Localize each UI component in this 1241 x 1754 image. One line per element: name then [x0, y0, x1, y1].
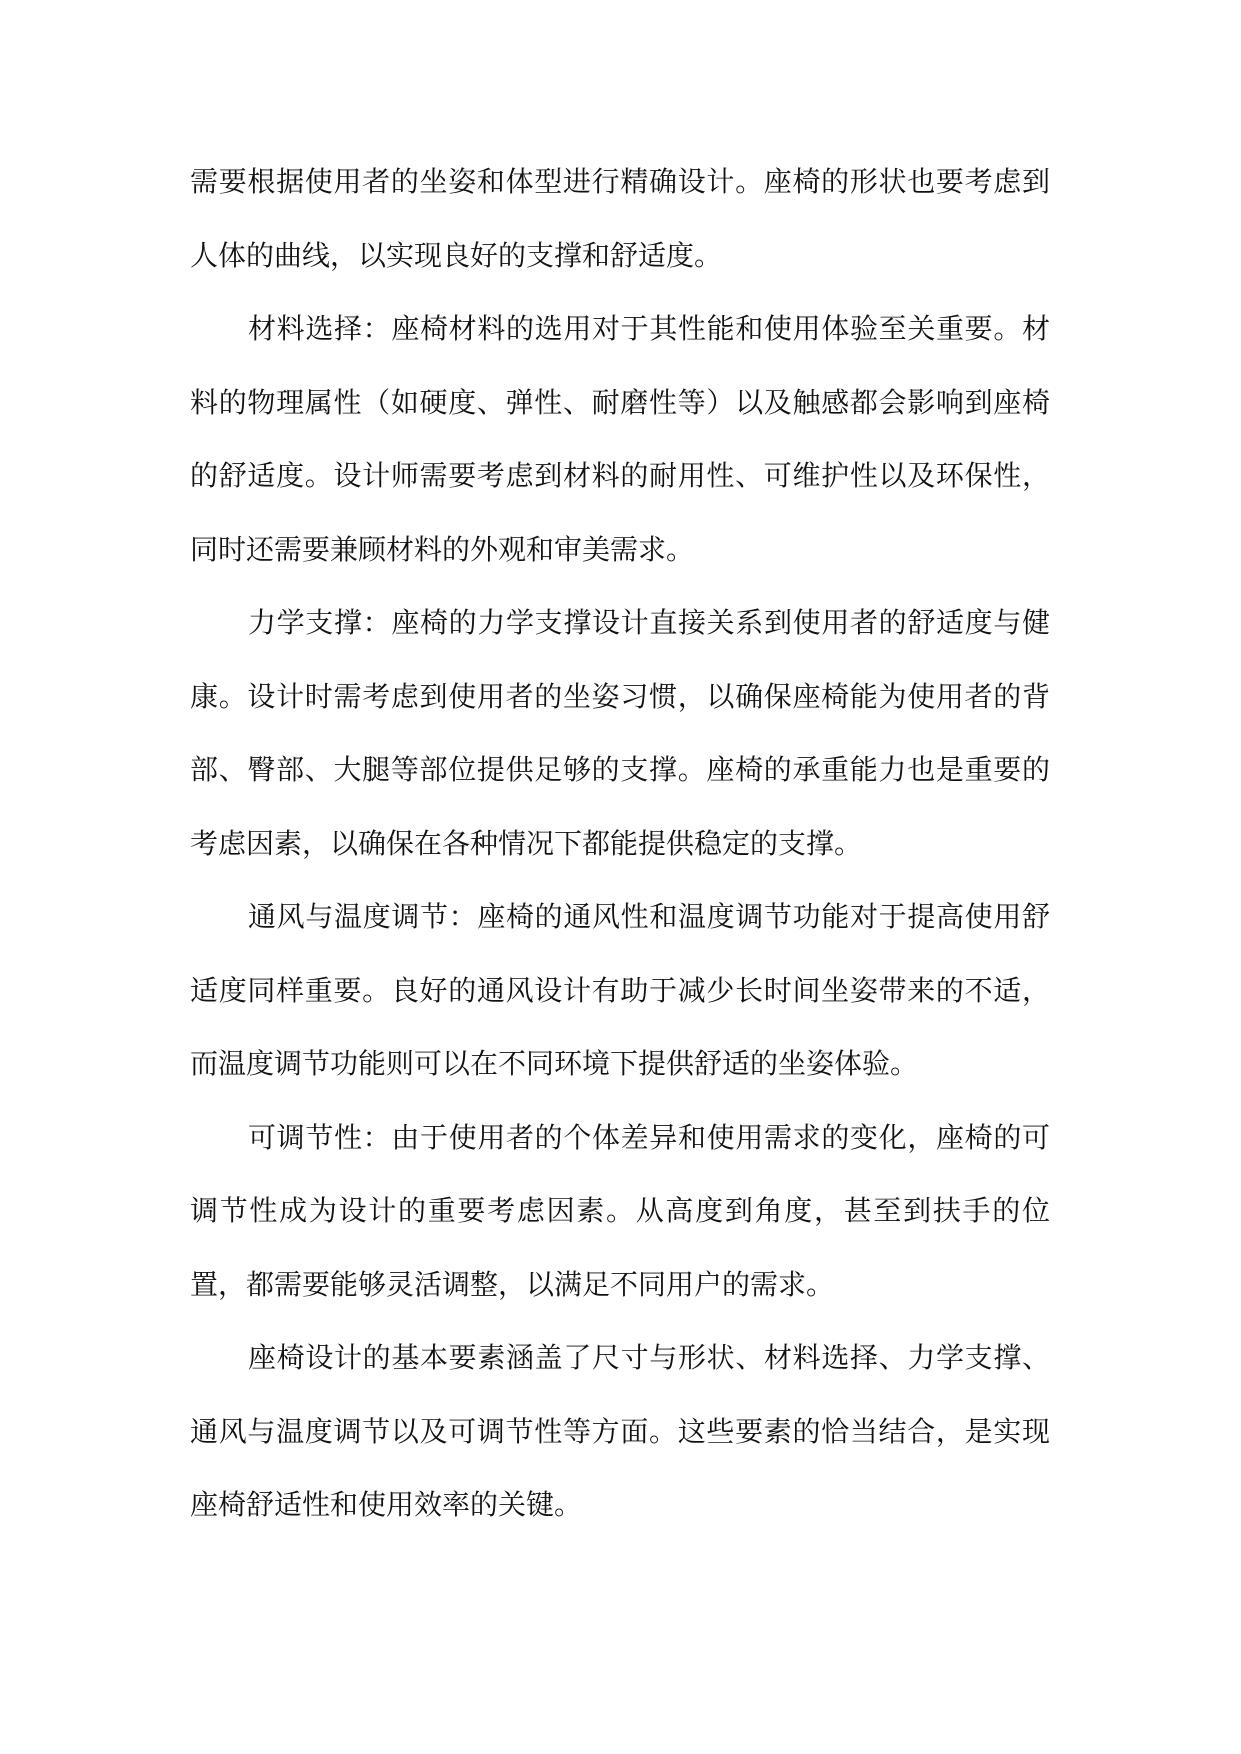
- paragraph-summary: 座椅设计的基本要素涵盖了尺寸与形状、材料选择、力学支撑、通风与温度调节以及可调节性等方面。这些要素的恰当结合，是实现座椅舒适性和使用效率的关键。: [190, 1341, 1050, 1521]
- paragraph-adjustability: 可调节性：由于使用者的个体差异和使用需求的变化，座椅的可调节性成为设计的重要考虑因素。从高度到角度，甚至到扶手的位置，都需要能够灵活调整，以满足不同用户的需求。: [190, 1120, 1050, 1301]
- body-text: [190, 145, 1050, 1542]
- paragraph-ventilation-temperature: 通风与温度调节：座椅的通风性和温度调节功能对于提高使用舒适度同样重要。良好的通风设计有助于减少长时间坐姿带来的不适，而温度调节功能则可以在不同环境下提供舒适的坐姿体验。: [190, 900, 1050, 1080]
- paragraph-continued: 需要根据使用者的坐姿和体型进行精确设计。座椅的形状也要考虑到人体的曲线，以实现良好的支撑和舒适度。: [190, 165, 1050, 272]
- paragraph-mechanical-support: 力学支撑：座椅的力学支撑设计直接关系到使用者的舒适度与健康。设计时需考虑到使用者的坐姿习惯，以确保座椅能为使用者的背部、臀部、大腿等部位提供足够的支撑。座椅的承重能力也是重要的考虑因素，以确保在各种情况下都能提供稳定的支撑。: [190, 606, 1050, 860]
- paragraph-material-selection: 材料选择：座椅材料的选用对于其性能和使用体验至关重要。材料的物理属性（如硬度、弹性、耐磨性等）以及触感都会影响到座椅的舒适度。设计师需要考虑到材料的耐用性、可维护性以及环保性，同时还需要兼顾材料的外观和审美需求。: [190, 312, 1050, 566]
